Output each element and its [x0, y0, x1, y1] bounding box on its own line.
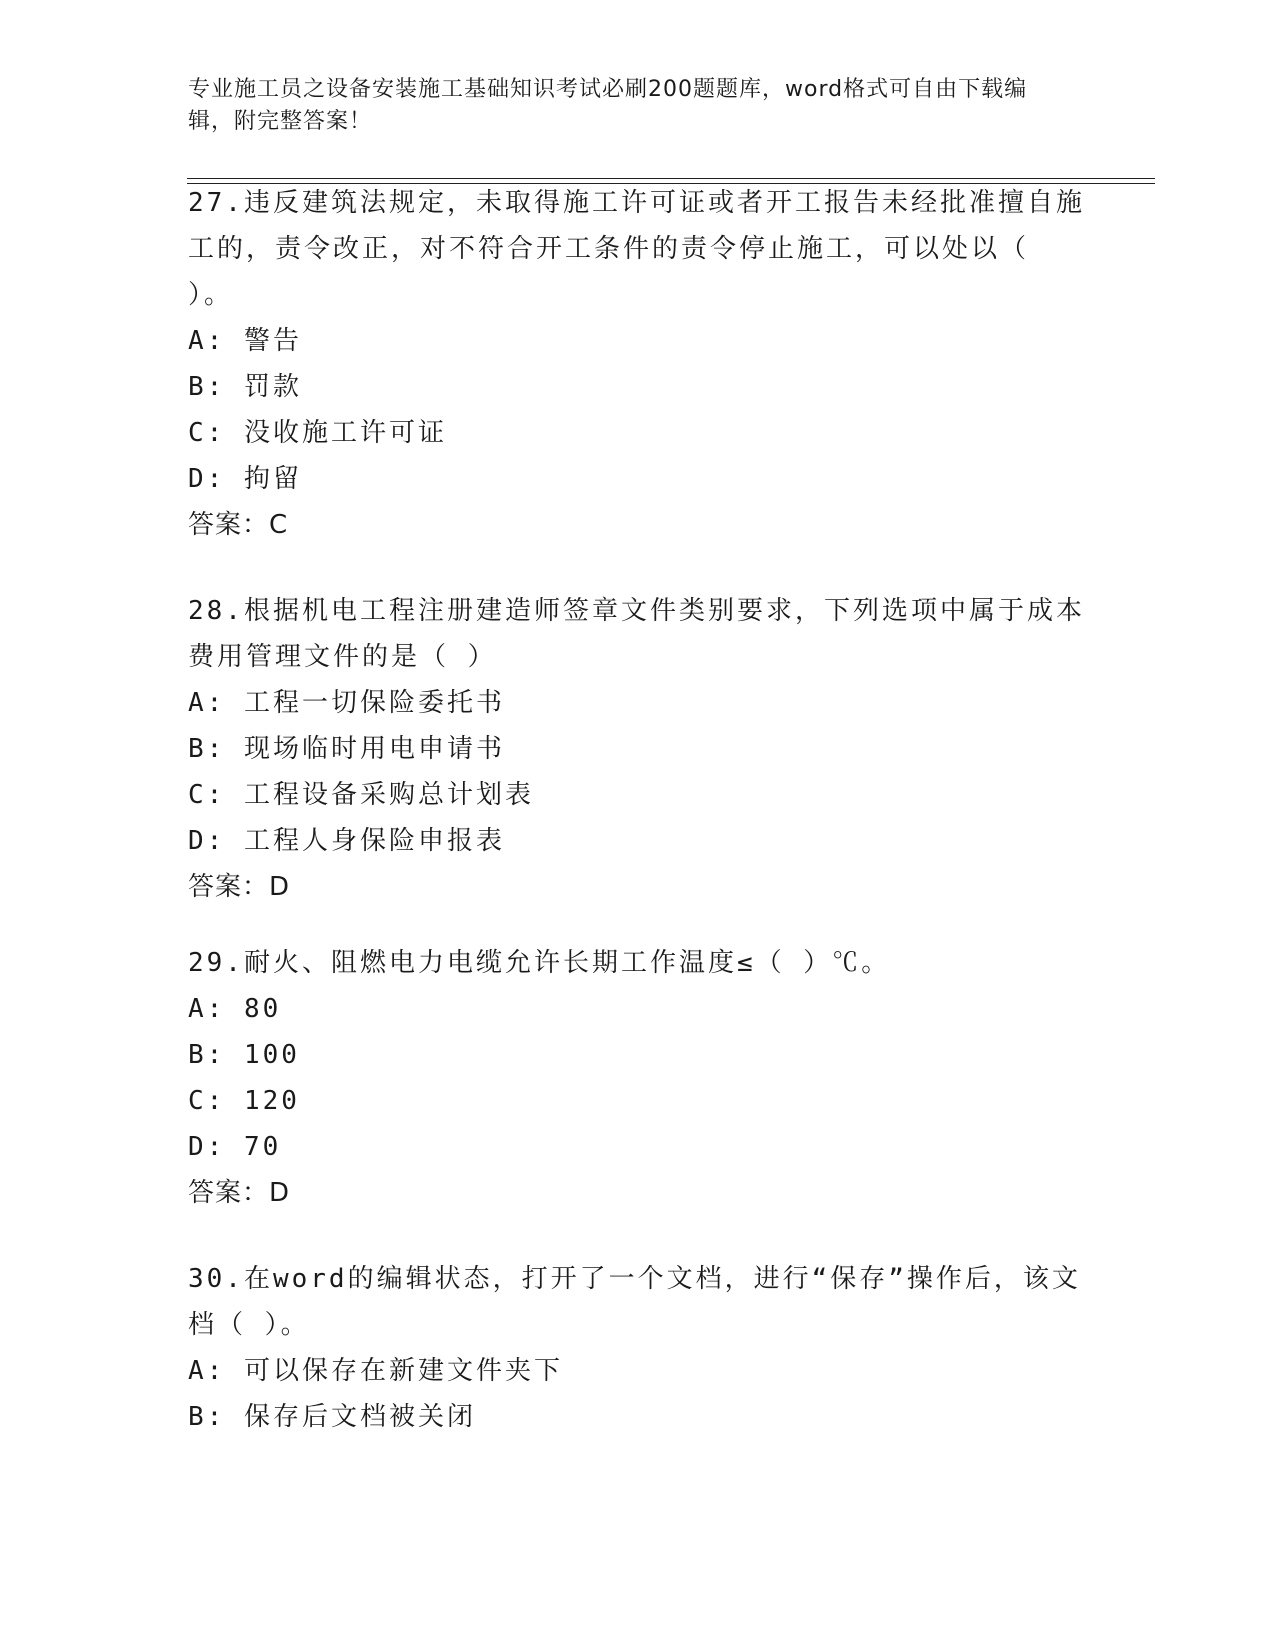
question-28: [188, 588, 1088, 910]
option-text: 工程设备采购总计划表: [243, 780, 534, 810]
question-30: [188, 1256, 1088, 1440]
option-d: [188, 456, 1088, 502]
option-a: [188, 680, 1088, 726]
option-text: 现场临时用电申请书: [243, 734, 505, 764]
answer-line: 答案：D: [188, 872, 291, 902]
option-label: B:: [188, 1040, 226, 1070]
question-text: 27.违反建筑法规定，未取得施工许可证或者开工报告未经批准擅自施工的，责令改正，对不符合开工条件的责令停止施工，可以处以（ ）。: [188, 188, 1085, 310]
option-c: [188, 772, 1088, 818]
option-text: 工程一切保险委托书: [243, 688, 505, 718]
option-label: B:: [188, 1402, 226, 1432]
option-c: [188, 1078, 1088, 1124]
answer-line: 答案：D: [188, 1178, 291, 1208]
question-text: 28.根据机电工程注册建造师签章文件类别要求，下列选项中属于成本费用管理文件的是（ ）: [188, 596, 1085, 672]
option-label: A:: [188, 1356, 226, 1386]
option-label: D:: [188, 826, 226, 856]
option-text: 保存后文档被关闭: [243, 1402, 476, 1432]
option-b: [188, 1394, 1088, 1440]
option-d: [188, 818, 1088, 864]
option-text: 拘留: [243, 464, 302, 494]
question-text: 29.耐火、阻燃电力电缆允许长期工作温度≤（ ）℃。: [188, 948, 891, 978]
option-label: A:: [188, 326, 226, 356]
option-label: D:: [188, 1132, 226, 1162]
page-header-title: 专业施工员之设备安装施工基础知识考试必刷200题题库，word格式可自由下载编辑，附完整答案！: [188, 77, 1028, 134]
option-text: 没收施工许可证: [243, 418, 447, 448]
question-27: [188, 180, 1088, 548]
option-b: [188, 726, 1088, 772]
option-a: [188, 986, 1088, 1032]
option-label: A:: [188, 994, 226, 1024]
option-label: A:: [188, 688, 226, 718]
option-text: 70: [243, 1132, 282, 1162]
header-divider-top: [187, 178, 1155, 179]
option-text: 警告: [243, 326, 302, 356]
option-b: [188, 1032, 1088, 1078]
option-a: [188, 1348, 1088, 1394]
option-text: 罚款: [243, 372, 302, 402]
option-label: B:: [188, 734, 226, 764]
option-a: [188, 318, 1088, 364]
option-label: C:: [188, 1086, 226, 1116]
option-c: [188, 410, 1088, 456]
question-text: 30.在word的编辑状态，打开了一个文档，进行“保存”操作后，该文档（ ）。: [188, 1264, 1081, 1340]
answer-line: 答案：C: [188, 510, 289, 540]
option-label: C:: [188, 780, 226, 810]
option-label: C:: [188, 418, 226, 448]
question-29: [188, 940, 1088, 1216]
option-text: 120: [243, 1086, 300, 1116]
option-d: [188, 1124, 1088, 1170]
option-text: 100: [243, 1040, 300, 1070]
option-text: 80: [243, 994, 282, 1024]
option-label: B:: [188, 372, 226, 402]
option-text: 工程人身保险申报表: [243, 826, 505, 856]
option-label: D:: [188, 464, 226, 494]
option-text: 可以保存在新建文件夹下: [243, 1356, 563, 1386]
option-b: [188, 364, 1088, 410]
